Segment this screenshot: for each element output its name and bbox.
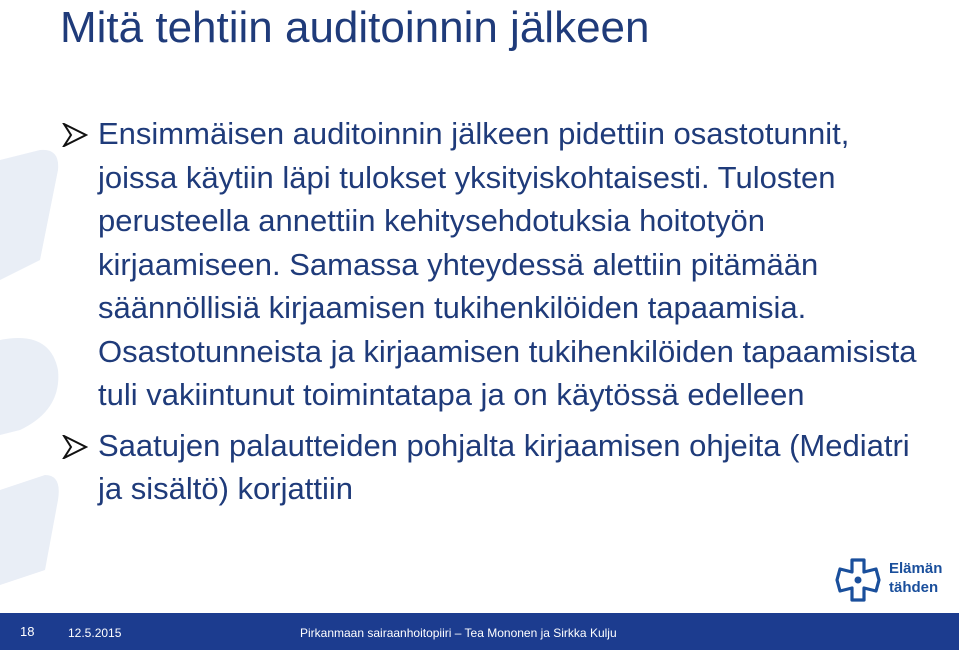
bullet-item bbox=[62, 424, 922, 511]
logo-line-1: Elämän bbox=[889, 560, 943, 577]
arrow-bullet-icon bbox=[62, 123, 88, 147]
arrow-bullet-icon bbox=[62, 435, 88, 459]
footer-organization: Pirkanmaan sairaanhoitopiiri – Tea Mononen ja Sirkka Kulju bbox=[300, 626, 617, 640]
bullet-text: Ensimmäisen auditoinnin jälkeen pidettiin osastotunnit, joissa käytiin läpi tulokset yksityiskohtaisesti. Tulosten perusteella annettiin kehitysehdotuksia hoitotyön kirjaamiseen. Samassa yhteydessä alettiin pitämään säännöllisiä kirjaamisen tukihenkilöiden tapaamisia. Osastotunneista ja kirjaamisen tukihenkilöiden tapaamisista tuli vakiintunut toimintatapa ja on käytössä edelleen bbox=[98, 116, 917, 412]
footer-bar bbox=[0, 613, 959, 650]
cross-logo-icon bbox=[833, 555, 883, 605]
slide-title: Mitä tehtiin auditoinnin jälkeen bbox=[60, 3, 650, 52]
elaman-tahden-logo bbox=[833, 555, 945, 605]
bullet-list bbox=[62, 112, 922, 518]
page-number: 18 bbox=[20, 624, 35, 639]
footer-date: 12.5.2015 bbox=[68, 626, 122, 640]
logo-wordmark bbox=[889, 559, 942, 597]
bullet-text: Saatujen palautteiden pohjalta kirjaamisen ohjeita (Mediatri ja sisältö) korjattiin bbox=[98, 427, 910, 506]
logo-line-2: tähden bbox=[889, 579, 939, 596]
bullet-item bbox=[62, 112, 922, 417]
